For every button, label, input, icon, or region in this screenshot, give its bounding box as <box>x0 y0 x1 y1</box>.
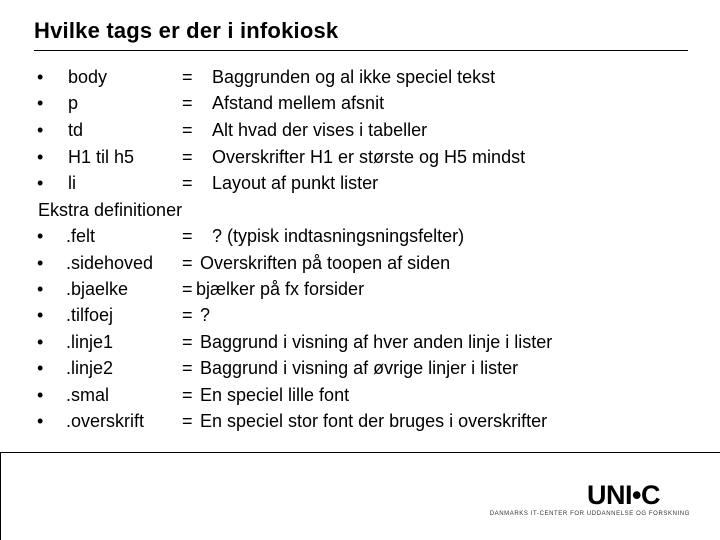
footer-left-border <box>0 452 1 540</box>
tag-description: Overskrifter H1 er største og H5 mindst <box>212 147 526 167</box>
class-name: .linje1 <box>66 332 114 352</box>
bullet: • <box>37 93 44 113</box>
class-name: .smal <box>66 385 110 405</box>
tag-name: td <box>68 120 84 140</box>
class-description: En speciel stor font der bruges i overskrifter <box>200 411 548 431</box>
bullet: • <box>37 358 44 378</box>
equals-sign: = <box>182 411 193 431</box>
equals-sign: = <box>182 279 193 299</box>
class-description: Baggrund i visning af hver anden linje i lister <box>200 332 553 352</box>
equals-sign: = <box>182 67 193 87</box>
bullet: • <box>37 411 44 431</box>
tag-description: Alt hvad der vises i tabeller <box>212 120 428 140</box>
slide-title: Hvilke tags er der i infokiosk <box>34 18 339 43</box>
equals-sign: = <box>182 358 193 378</box>
tag-name: H1 til h5 <box>68 147 135 167</box>
tag-name: li <box>68 173 76 193</box>
class-name: .felt <box>66 226 96 246</box>
tag-description: Afstand mellem afsnit <box>212 93 385 113</box>
bullet: • <box>37 67 44 87</box>
class-name: .tilfoej <box>66 305 114 325</box>
equals-sign: = <box>182 253 193 273</box>
class-description: Overskriften på toopen af siden <box>200 253 451 273</box>
tag-name: body <box>68 67 108 87</box>
tag-name: p <box>68 93 79 113</box>
equals-sign: = <box>182 93 193 113</box>
class-description: ? <box>200 305 211 325</box>
uni-c-logo <box>489 480 690 520</box>
logo-wordmark: UNI•C <box>587 480 660 510</box>
equals-sign: = <box>182 305 193 325</box>
class-name: .linje2 <box>66 358 114 378</box>
bullet: • <box>37 147 44 167</box>
footer-divider <box>0 452 720 453</box>
tag-description: Baggrunden og al ikke speciel tekst <box>212 67 496 87</box>
title-divider <box>34 50 688 51</box>
equals-sign: = <box>182 120 193 140</box>
bullet: • <box>37 120 44 140</box>
class-description: En speciel lille font <box>200 385 350 405</box>
bullet: • <box>37 305 44 325</box>
class-description: Baggrund i visning af øvrige linjer i lister <box>200 358 519 378</box>
equals-sign: = <box>182 332 193 352</box>
bullet: • <box>37 253 44 273</box>
class-name: .sidehoved <box>66 253 154 273</box>
bullet: • <box>37 279 44 299</box>
extra-definitions-heading: Ekstra definitioner <box>38 200 183 220</box>
class-name: .bjaelke <box>66 279 129 299</box>
bullet: • <box>37 332 44 352</box>
equals-sign: = <box>182 226 193 246</box>
equals-sign: = <box>182 385 193 405</box>
class-description: bjælker på fx forsider <box>196 279 365 299</box>
equals-sign: = <box>182 147 193 167</box>
logo-subtitle: DANMARKS IT-CENTER FOR UDDANNELSE OG FORSKNING <box>489 511 690 517</box>
class-description: ? (typisk indtasningsningsfelter) <box>212 226 465 246</box>
bullet: • <box>37 385 44 405</box>
class-name: .overskrift <box>66 411 145 431</box>
bullet: • <box>37 226 44 246</box>
bullet: • <box>37 173 44 193</box>
tag-description: Layout af punkt lister <box>212 173 379 193</box>
equals-sign: = <box>182 173 193 193</box>
